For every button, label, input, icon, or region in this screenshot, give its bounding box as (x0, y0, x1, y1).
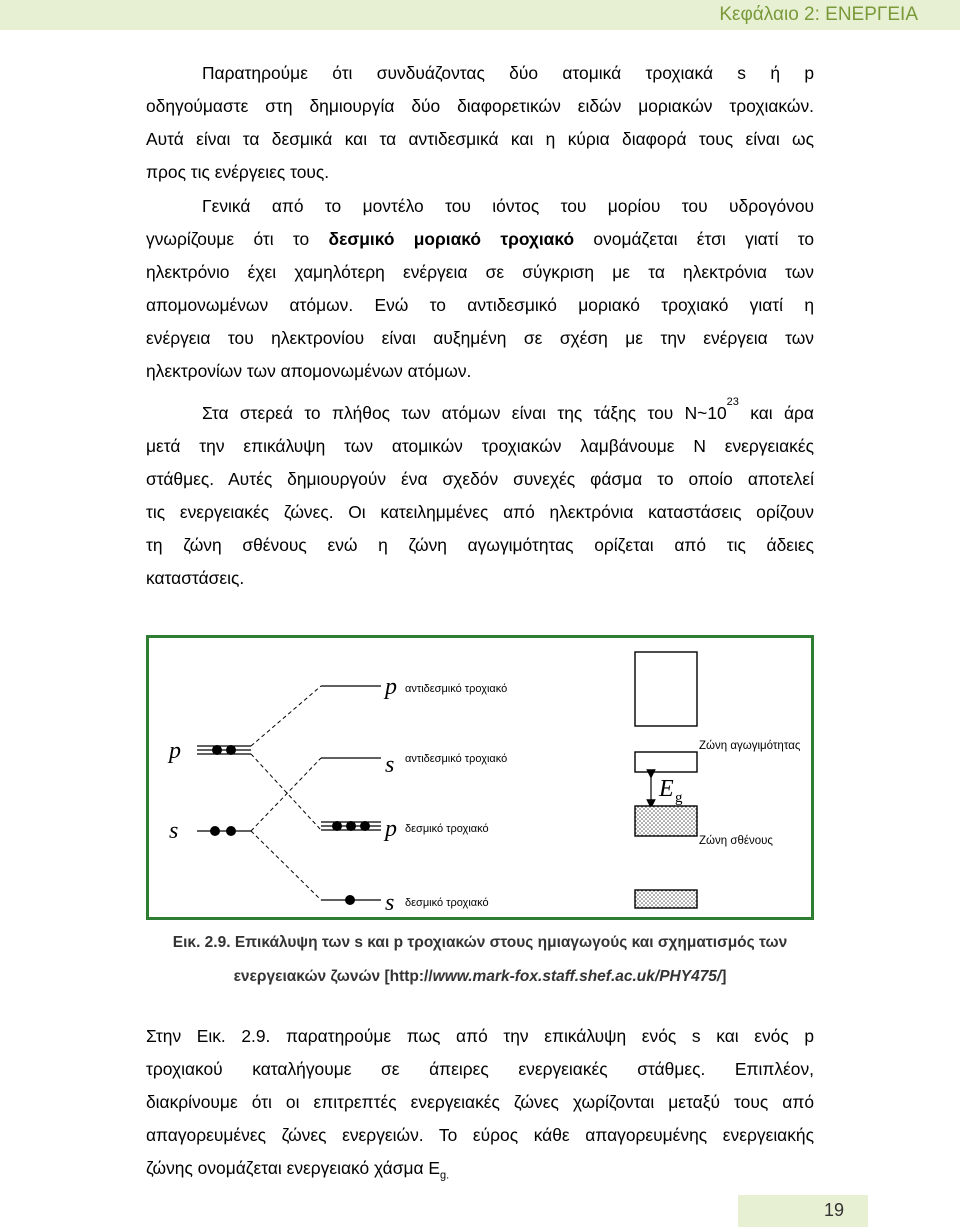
paragraph-line: στάθμες. Αυτές δημιουργούν ένα σχεδόν συνεχές φάσμα το οποίο αποτελεί (146, 469, 814, 489)
text-run: γνωρίζουμε ότι το (146, 229, 329, 249)
paragraph-line: τροχιακού καταλήγουμε σε άπειρες ενεργειακές στάθμες. Επιπλέον, (146, 1059, 814, 1079)
connector-lines (251, 686, 321, 900)
subscript: g. (439, 1169, 450, 1182)
paragraph-line: τις ενεργειακές ζώνες. Οι κατειλημμένες από ηλεκτρόνια καταστάσεις ορίζουν (146, 502, 814, 522)
label-antibonding-1: αντιδεσμικό τροχιακό (405, 683, 508, 695)
valence-band-box (635, 806, 697, 836)
paragraph-line: ενέργεια του ηλεκτρονίου είναι αυξημένη σε σχέση με την ενέργεια των (146, 328, 814, 348)
page-footer (738, 1195, 868, 1227)
label-mid-p-lower: p (385, 816, 397, 842)
superscript: 23 (726, 396, 739, 408)
paragraph-line (146, 397, 814, 430)
paragraph-line (146, 223, 814, 256)
figure-caption (146, 932, 814, 988)
text-run: ] (721, 968, 727, 985)
paragraph-line: Παρατηρούμε ότι συνδυάζοντας δύο ατομικά τροχιακά s ή p (202, 63, 814, 83)
paragraph-4 (146, 1020, 814, 1185)
conduction-band-box (635, 752, 697, 772)
label-gap-sub: g (675, 790, 683, 806)
paragraph-line: ηλεκτρονίων των απομονωμένων ατόμων. (146, 361, 472, 381)
bold-term: δεσμικό μοριακό τροχιακό (328, 229, 575, 249)
paragraph-line: καταστάσεις. (146, 568, 245, 588)
label-mid-s-upper: s (385, 752, 395, 778)
paragraph-line: Στην Εικ. 2.9. παρατηρούμε πως από την επικάλυψη ενός s και ενός p (146, 1026, 814, 1046)
text-run: ονομάζεται έτσι γιατί το (574, 229, 815, 249)
label-mid-s-bottom: s (385, 890, 395, 916)
atomic-s-level (197, 826, 251, 836)
paragraph-line: προς τις ενέργειες τους. (146, 162, 330, 182)
chapter-title: Κεφάλαιο 2: ΕΝΕΡΓΕΙΑ (719, 4, 918, 25)
paragraph-line: μετά την επικάλυψη των ατομικών τροχιακών λαμβάνουμε Ν ενεργειακές (146, 436, 814, 456)
paragraph-3 (146, 397, 814, 595)
page-number: 19 (823, 1200, 844, 1220)
text-run: ενεργειακών ζωνών [http:// (233, 968, 433, 985)
paragraph-line: ηλεκτρόνιο έχει χαμηλότερη ενέργεια σε σύγκριση με τα ηλεκτρόνια των (146, 262, 814, 282)
antibonding-band-box (635, 652, 697, 726)
caption-link-text: www.mark-fox.staff.shef.ac.uk/PHY475/ (432, 968, 722, 985)
band-diagram (149, 638, 811, 917)
caption-line (146, 960, 814, 988)
text-run: ζώνης ονομάζεται ενεργειακό χάσμα E (146, 1158, 440, 1178)
bonding-band-box (635, 890, 697, 908)
label-gap-E: E (659, 776, 674, 802)
band-diagram-figure (146, 635, 814, 920)
paragraph-1 (146, 57, 814, 189)
label-conduction-band: Ζώνη αγωγιμότητας (699, 740, 801, 752)
bonding-p-level (321, 821, 381, 831)
label-bonding-2: δεσμικό τροχιακό (405, 897, 489, 909)
label-valence-band: Ζώνη σθένους (699, 835, 773, 847)
label-left-s: s (169, 818, 179, 844)
label-mid-p-top: p (385, 674, 397, 700)
paragraph-line: Αυτά είναι τα δεσμικά και τα αντιδεσμικά και η κύρια διαφορά τους είναι ως (146, 129, 814, 149)
label-left-p: p (169, 738, 181, 764)
paragraph-line: οδηγούμαστε στη δημιουργία δύο διαφορετικών ειδών μοριακών τροχιακών. (146, 96, 814, 116)
paragraph-line: τη ζώνη σθένους ενώ η ζώνη αγωγιμότητας ορίζεται από τις άδειες (146, 535, 814, 555)
paragraph-line: απαγορευμένες ζώνες ενεργειών. Το εύρος κάθε απαγορευμένης ενεργειακής (146, 1125, 814, 1145)
text-run: Στα στερεά το πλήθος των ατόμων είναι της τάξης του Ν~10 (202, 403, 727, 423)
page-header (0, 0, 960, 30)
paragraph-2 (146, 190, 814, 388)
caption-line: Εικ. 2.9. Επικάλυψη των s και p τροχιακών στους ημιαγωγούς και σχηματισμός των (172, 934, 788, 951)
paragraph-line: Γενικά από το μοντέλο του ιόντος του μορίου του υδρογόνου (202, 196, 814, 216)
label-antibonding-2: αντιδεσμικό τροχιακό (405, 753, 508, 765)
paragraph-line: διακρίνουμε ότι οι επιτρεπτές ενεργειακές ζώνες χωρίζονται μεταξύ τους από (146, 1092, 814, 1112)
paragraph-line (146, 1152, 814, 1185)
label-bonding-1: δεσμικό τροχιακό (405, 823, 489, 835)
text-run: και άρα (738, 403, 814, 423)
atomic-p-level (197, 745, 251, 755)
paragraph-line: απομονωμένων ατόμων. Ενώ το αντιδεσμικό μοριακό τροχιακό γιατί η (146, 295, 814, 315)
bonding-s-level (321, 895, 381, 905)
